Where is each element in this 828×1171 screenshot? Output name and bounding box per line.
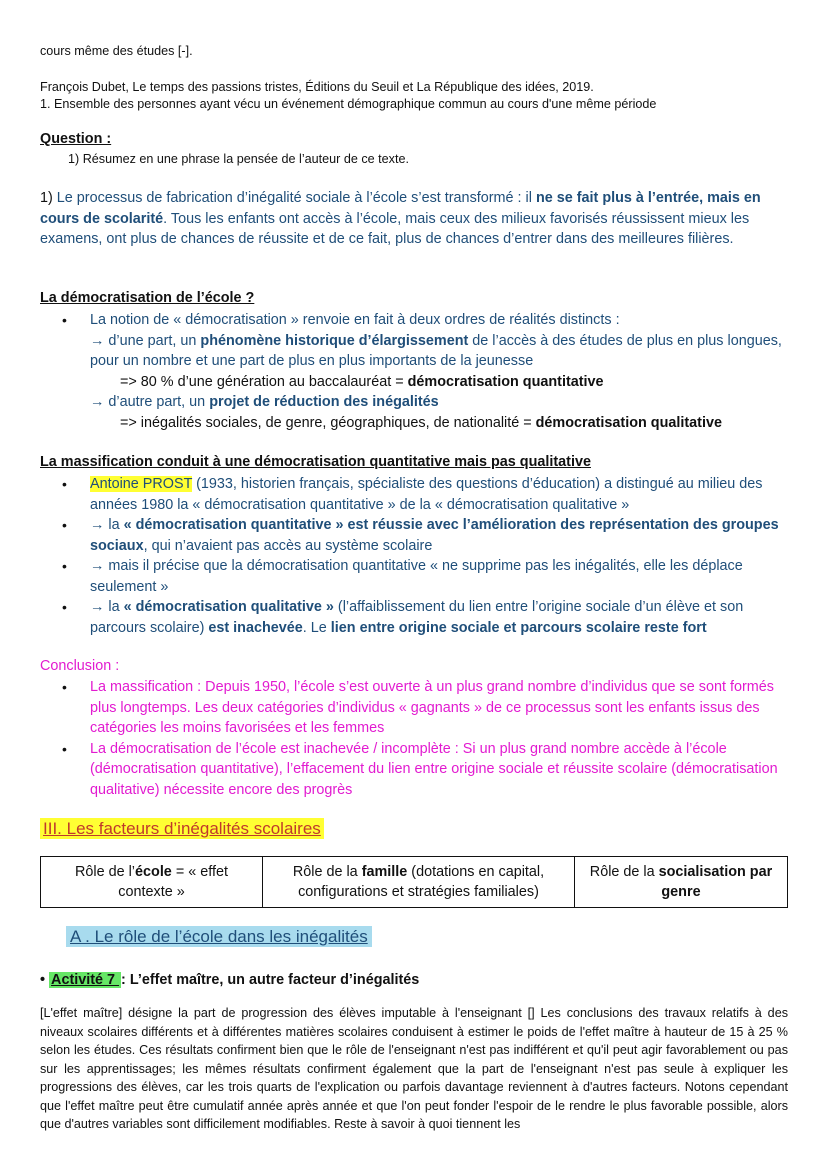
source-citation: François Dubet, Le temps des passions tristes, Éditions du Seuil et La République des idées, 2019. (40, 80, 594, 94)
highlighted-name: Antoine PROST (90, 476, 193, 492)
subsection-title: A . Le rôle de l’école dans les inégalités (66, 926, 372, 947)
bullet-icon: • (62, 517, 67, 533)
sub-item: → d’autre part, un projet de réduction des inégalités (90, 394, 439, 410)
conclusion-list (40, 677, 800, 800)
bullet-icon: • (62, 558, 67, 574)
list-item-text: → mais il précise que la démocratisation quantitative « ne supprime pas les inégalités, elle les déplace seulement » (90, 558, 743, 595)
list-item (40, 310, 800, 433)
answer-text-end: . Tous les enfants ont accès à l’école, mais ceux des milieux favorisés réussissent mieux les examens, ont plus de chances de réussite et de ce fait, plus de chances d’entrer dans des meilleures filières. (40, 210, 750, 247)
table-row (41, 857, 788, 908)
footnote: 1. Ensemble des personnes ayant vécu un événement démographique commun au cours d'une même période (40, 97, 657, 111)
list-item: • → la « démocratisation qualitative » (l’affaiblissement du lien entre l’origine sociale d’un élève et son parcours scolaire) est inachevée. Le lien entre origine sociale et parcours scolaire reste fort (62, 599, 744, 636)
activity-title: : L’effet maître, un autre facteur d’inégalités (121, 972, 420, 988)
activity-heading (40, 970, 419, 991)
bullet-icon: • (62, 476, 67, 492)
list-item-text: La notion de « démocratisation » renvoie en fait à deux ordres de réalités distincts : (90, 312, 620, 328)
conclusion-title: Conclusion : (40, 658, 120, 674)
list-item-text: La massification : Depuis 1950, l’école s’est ouverte à un plus grand nombre d’individus que se sont formés plus longtemps. Les deux catégories d’individus « gagnants » de ce processus sont les enfants issus des catégories les moins favorisées et les femmes (90, 679, 774, 736)
activity-text: [L'effet maître] désigne la part de progression des élèves imputable à l'enseignant [] Les conclusions des travaux relatifs à des niveaux scolaires différents et à différentes matières scolaires conduisent à estimer le poids de l'effet maître à hauteur de 15 à 25 % selon les études. Ces résultats confirment bien que le rôle de l'enseignant n'est pas indifférent et qu'il peut agir favorablement ou pas sur les apprentissages; les mêmes résultats confirment également que la part de l'enseignant n'est pas seule à expliquer les progressions des élèves, car les trois quarts de l'explication ou parfois davantage reviennent à d'autres facteurs. Notons cependant que l'effet maître peut être cumulatif année après année et que l'on peut fonder l'espoir de le rendre le plus favorable possible, alors que d'autres variables sont difficilement modifiables. Reste à savoir à quoi tiennent les (40, 1006, 788, 1131)
answer-text: Le processus de fabrication d’inégalité sociale à l’école s’est transformé : il (56, 190, 536, 206)
bullet-icon: • (40, 972, 46, 988)
list-item (40, 556, 800, 597)
question-item: 1) Résumez en une phrase la pensée de l’auteur de ce texte. (68, 152, 409, 166)
table-cell: Rôle de la famille (dotations en capital, configurations et stratégies familiales) (263, 857, 575, 908)
answer-emphasis: ne se fait plus à l’entrée, mais en cours de scolarité (40, 190, 761, 227)
bullet-icon: • (62, 679, 67, 695)
list-item-text: La démocratisation de l’école est inachevée / incomplète : Si un plus grand nombre accède à l’école (démocratisation quantitative), l’effacement du lien entre origine sociale et réussite scolaire (démocratisation qualitative) nécessite encore des progrès (90, 740, 778, 798)
text-line: cours même des études [-]. (40, 44, 193, 58)
section-title: III. Les facteurs d’inégalités scolaires (40, 818, 324, 839)
massification-title: La massification conduit à une démocratisation quantitative mais pas qualitative (40, 454, 591, 470)
table-cell: Rôle de l’école = « effet contexte » (41, 857, 263, 908)
democratisation-list (40, 310, 800, 433)
list-item (40, 474, 800, 515)
factors-table (40, 856, 788, 908)
answer-paragraph (40, 188, 792, 250)
question-title: Question : (40, 131, 112, 147)
massification-list (40, 474, 800, 638)
list-item (40, 677, 800, 739)
democratisation-title: La démocratisation de l’école ? (40, 290, 255, 306)
activity-label: Activité 7 (51, 972, 120, 988)
list-item-text: (1933, historien français, spécialiste des questions d’éducation) a distingué au milieu des années 1980 la « démocratisation quantitative » de la « démocratisation qualitative » (90, 476, 763, 513)
subsection-heading (66, 927, 372, 947)
bullet-icon: • (62, 312, 67, 328)
answer-number: 1) (40, 190, 57, 206)
sub-item: => inégalités sociales, de genre, géographiques, de nationalité = démocratisation qualitative (120, 414, 722, 431)
sub-item: → d’une part, un phénomène historique d’élargissement de l’accès à des études de plus en plus longues, pour un nombre et une part de plus en plus importants de la jeunesse (90, 332, 782, 369)
section-heading (40, 819, 324, 839)
list-item: • → la « démocratisation quantitative » est réussie avec l’amélioration des représentation des groupes sociaux, qui n’avaient pas accès au système scolaire (62, 517, 779, 554)
bullet-icon: • (62, 599, 67, 615)
table-cell: Rôle de la socialisation par genre (575, 857, 788, 908)
list-item (40, 739, 800, 801)
bullet-icon: • (62, 740, 67, 757)
sub-item: => 80 % d’une génération au baccalauréat = démocratisation quantitative (120, 373, 604, 390)
